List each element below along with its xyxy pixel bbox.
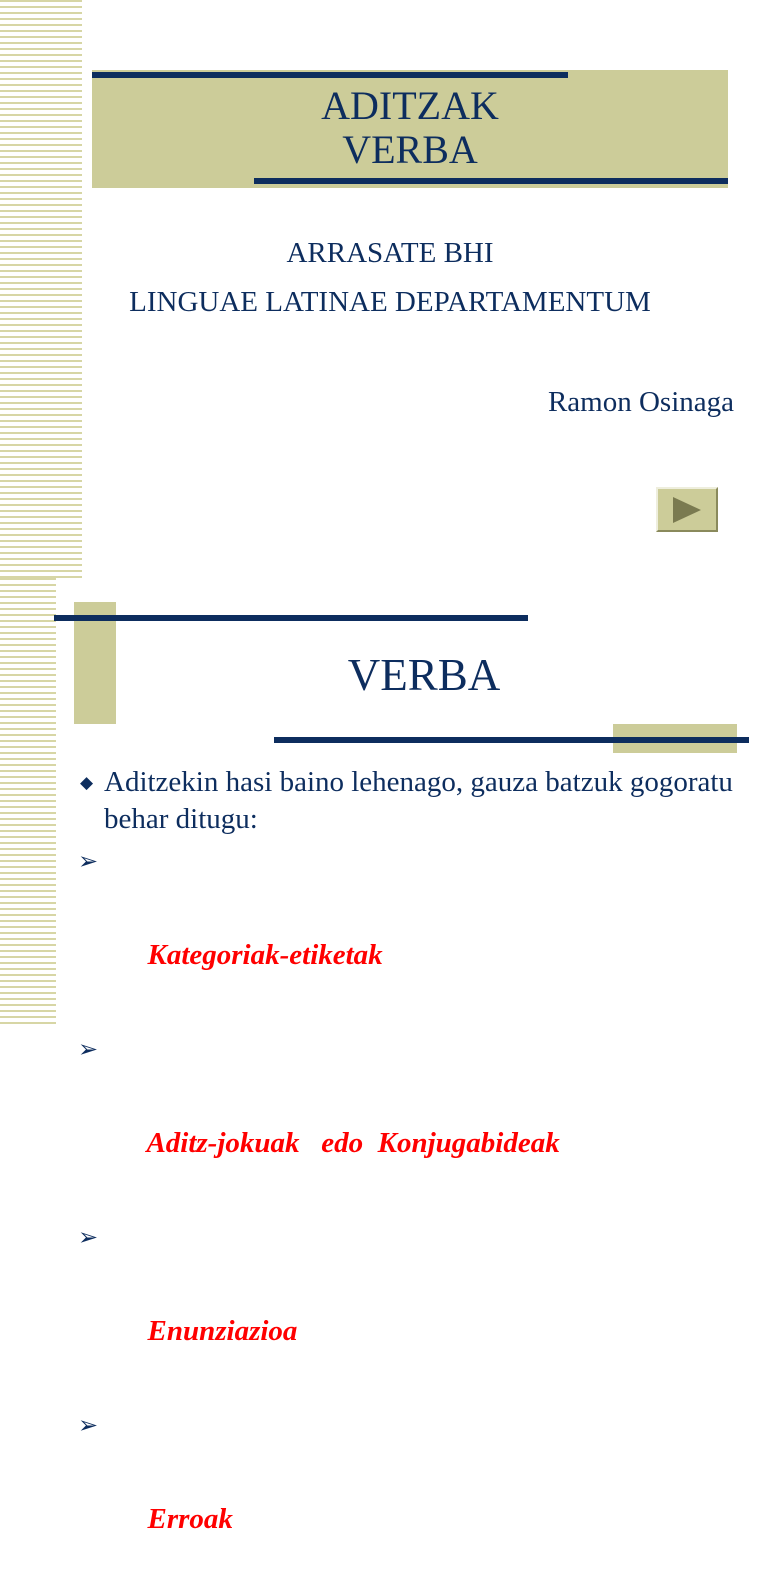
sub-item-text: Erroak bbox=[147, 1503, 233, 1535]
title-top-rule bbox=[54, 615, 528, 621]
play-triangle-icon bbox=[670, 495, 704, 525]
title-bottom-rule bbox=[254, 178, 728, 184]
bullet-list bbox=[78, 764, 758, 1590]
arrow-bullet-icon: ➢ bbox=[78, 1035, 99, 1063]
sub-item-text: Aditz-jokuak edo Konjugabideak bbox=[146, 1127, 560, 1159]
slide-title bbox=[92, 84, 728, 172]
sub-item bbox=[78, 838, 758, 1026]
slide-title: VERBA bbox=[347, 650, 501, 700]
title-line-1: ADITZAK bbox=[321, 83, 499, 128]
title-bottom-rule bbox=[274, 737, 749, 743]
sub-item-text: Kategoriak-etiketak bbox=[147, 939, 383, 971]
title-slide bbox=[0, 0, 768, 578]
content-slide bbox=[0, 578, 768, 1535]
arrow-bullet-icon: ➢ bbox=[78, 1411, 99, 1439]
arrow-bullet-icon: ➢ bbox=[78, 847, 99, 875]
diamond-bullet-icon: ◆ bbox=[80, 773, 94, 792]
title-line-2: VERBA bbox=[342, 127, 478, 172]
sub-item bbox=[78, 1402, 758, 1590]
bullet-intro-text: Aditzekin hasi baino lehenago, gauza batzuk gogoratu behar ditugu: bbox=[104, 766, 733, 835]
next-slide-button[interactable] bbox=[656, 487, 718, 532]
subtitle-school: ARRASATE BHI bbox=[286, 237, 494, 269]
sub-item bbox=[78, 1214, 758, 1402]
sub-item bbox=[78, 1026, 758, 1214]
striped-sidebar bbox=[0, 0, 82, 578]
arrow-bullet-icon: ➢ bbox=[78, 1223, 99, 1251]
bullet-intro bbox=[78, 764, 758, 838]
author-name: Ramon Osinaga bbox=[547, 386, 734, 418]
striped-sidebar bbox=[0, 578, 56, 1024]
subtitle-department: LINGUAE LATINAE DEPARTAMENTUM bbox=[129, 286, 651, 318]
sub-item-text: Enunziazioa bbox=[147, 1315, 298, 1347]
title-top-rule bbox=[92, 72, 568, 78]
